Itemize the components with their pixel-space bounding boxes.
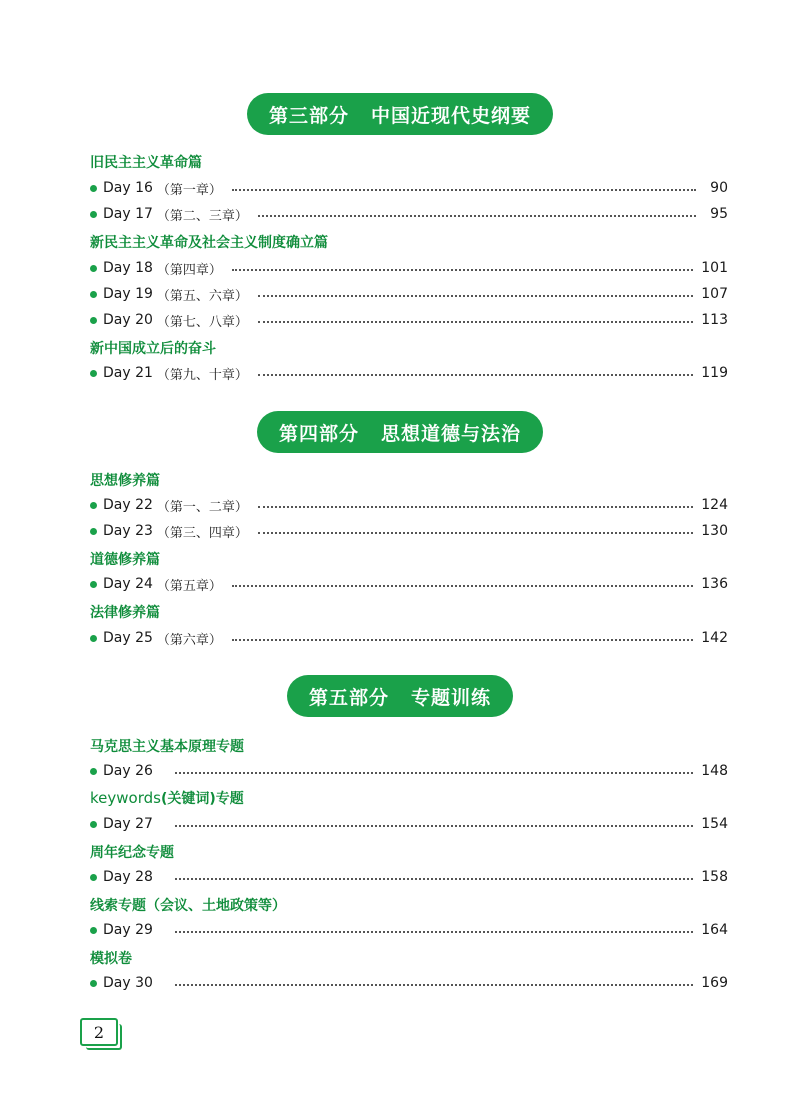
- entry-chapter: （第四章）: [156, 262, 222, 278]
- toc-entry[interactable]: [90, 284, 728, 304]
- bullet-icon: [90, 291, 97, 298]
- entry-day: Day 28: [103, 869, 153, 885]
- dot-leader: [258, 506, 693, 508]
- toc-entry[interactable]: [90, 178, 728, 198]
- toc-entry[interactable]: [90, 521, 728, 541]
- toc-entry[interactable]: [90, 867, 728, 887]
- group-title: 模拟卷: [90, 951, 132, 967]
- section-part-label: 第四部分: [278, 422, 359, 445]
- toc-entry[interactable]: [90, 814, 728, 834]
- bullet-icon: [90, 370, 97, 377]
- group-title: 道德修养篇: [90, 552, 160, 568]
- entry-page: 95: [710, 206, 728, 222]
- entry-day: Day 21: [103, 365, 153, 381]
- entry-day: Day 30: [103, 975, 153, 991]
- section-header: [0, 674, 800, 718]
- group-title: 新中国成立后的奋斗: [90, 341, 216, 357]
- bullet-icon: [90, 927, 97, 934]
- entry-page: 113: [701, 312, 728, 328]
- entry-day: Day 17: [103, 206, 153, 222]
- section-part-3: [0, 92, 800, 136]
- toc-entry[interactable]: [90, 628, 728, 648]
- entry-page: 107: [701, 286, 728, 302]
- entry-chapter: （第五、六章）: [156, 288, 248, 304]
- bullet-icon: [90, 980, 97, 987]
- entry-day: Day 26: [103, 763, 153, 779]
- section-name-label: 专题训练: [411, 686, 492, 709]
- section-part-label: 第三部分: [268, 104, 349, 127]
- group-title: 马克思主义基本原理专题: [90, 739, 244, 755]
- entry-page: 164: [701, 922, 728, 938]
- entry-page: 154: [701, 816, 728, 832]
- dot-leader: [175, 931, 693, 933]
- toc-entry[interactable]: [90, 574, 728, 594]
- entry-day: Day 23: [103, 523, 153, 539]
- entry-chapter: （第二、三章）: [156, 208, 248, 224]
- toc-entry[interactable]: [90, 761, 728, 781]
- entry-page: 169: [701, 975, 728, 991]
- dot-leader: [232, 585, 693, 587]
- section-part-5: [0, 674, 800, 718]
- group-title-latin: keywords: [90, 789, 161, 807]
- section-name-label: 思想道德与法治: [381, 422, 522, 445]
- entry-day: Day 29: [103, 922, 153, 938]
- section-header: [0, 410, 800, 454]
- entry-chapter: （第三、四章）: [156, 525, 248, 541]
- group-title-cjk: (关键词)专题: [160, 791, 244, 807]
- dot-leader: [232, 639, 693, 641]
- group-title: 周年纪念专题: [90, 845, 174, 861]
- entry-page: 124: [701, 497, 728, 513]
- bullet-icon: [90, 211, 97, 218]
- entry-day: Day 16: [103, 180, 153, 196]
- entry-day: Day 27: [103, 816, 153, 832]
- entry-page: 130: [701, 523, 728, 539]
- section-name-label: 中国近现代史纲要: [371, 104, 532, 127]
- dot-leader: [258, 374, 693, 376]
- group-title: 旧民主主义革命篇: [90, 155, 202, 171]
- bullet-icon: [90, 821, 97, 828]
- dot-leader: [232, 189, 696, 191]
- entry-page: 142: [701, 630, 728, 646]
- group-title: 新民主主义革命及社会主义制度确立篇: [90, 235, 328, 251]
- section-title-pill: [287, 675, 513, 717]
- section-part-4: [0, 410, 800, 454]
- entry-chapter: （第一、二章）: [156, 499, 248, 515]
- dot-leader: [258, 532, 693, 534]
- toc-entry[interactable]: [90, 204, 728, 224]
- dot-leader: [175, 878, 693, 880]
- section-header: [0, 92, 800, 136]
- bullet-icon: [90, 185, 97, 192]
- dot-leader: [232, 269, 693, 271]
- entry-chapter: （第七、八章）: [156, 314, 248, 330]
- bullet-icon: [90, 528, 97, 535]
- toc-entry[interactable]: [90, 363, 728, 383]
- bullet-icon: [90, 581, 97, 588]
- dot-leader: [175, 772, 693, 774]
- dot-leader: [258, 295, 693, 297]
- entry-day: Day 18: [103, 260, 153, 276]
- section-title-pill: [257, 411, 543, 453]
- toc-entry[interactable]: [90, 258, 728, 278]
- toc-entry[interactable]: [90, 495, 728, 515]
- entry-chapter: （第九、十章）: [156, 367, 248, 383]
- group-title: [90, 788, 244, 808]
- bullet-icon: [90, 265, 97, 272]
- group-title: 思想修养篇: [90, 473, 160, 489]
- dot-leader: [175, 984, 693, 986]
- bullet-icon: [90, 635, 97, 642]
- entry-chapter: （第五章）: [156, 578, 222, 594]
- dot-leader: [175, 825, 693, 827]
- entry-page: 119: [701, 365, 728, 381]
- bullet-icon: [90, 502, 97, 509]
- entry-day: Day 24: [103, 576, 153, 592]
- entry-day: Day 25: [103, 630, 153, 646]
- bullet-icon: [90, 768, 97, 775]
- entry-day: Day 22: [103, 497, 153, 513]
- entry-chapter: （第六章）: [156, 632, 222, 648]
- entry-page: 148: [701, 763, 728, 779]
- entry-day: Day 20: [103, 312, 153, 328]
- page-number: 2: [93, 1022, 105, 1042]
- toc-entry[interactable]: [90, 310, 728, 330]
- entry-chapter: （第一章）: [156, 182, 222, 198]
- bullet-icon: [90, 874, 97, 881]
- group-title: 线索专题（会议、土地政策等）: [90, 898, 286, 914]
- entry-page: 101: [701, 260, 728, 276]
- entry-page: 136: [701, 576, 728, 592]
- entry-page: 158: [701, 869, 728, 885]
- dot-leader: [258, 215, 696, 217]
- section-part-label: 第五部分: [308, 686, 389, 709]
- dot-leader: [258, 321, 693, 323]
- group-title: 法律修养篇: [90, 605, 160, 621]
- page-number-box: [80, 1018, 118, 1046]
- section-title-pill: [247, 93, 553, 135]
- entry-page: 90: [710, 180, 728, 196]
- toc-entry[interactable]: [90, 973, 728, 993]
- entry-day: Day 19: [103, 286, 153, 302]
- bullet-icon: [90, 317, 97, 324]
- toc-entry[interactable]: [90, 920, 728, 940]
